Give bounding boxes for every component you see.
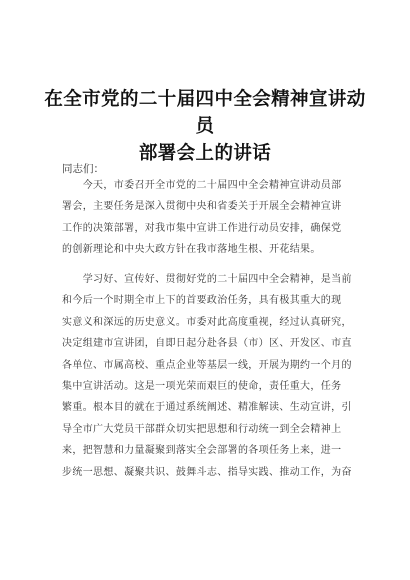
paragraph-line: 今天，市委召开全市党的二十届四中全会精神宣讲动员部 (62, 180, 342, 191)
paragraph-line: 工作的决策部署，对我市集中宣讲工作进行动员安排，确保党 (62, 222, 342, 234)
paragraph-1 (62, 175, 352, 261)
paragraph-line: 繁重。根本目的就在于通过系统阐述、精准解读、生动宣讲，引 (62, 402, 352, 414)
title-line-2: 部署会上的讲话 (138, 143, 272, 164)
paragraph-line: 步统一思想、凝聚共识、鼓舞斗志、指导实践、推动工作，为奋 (62, 466, 352, 478)
paragraph-line: 决定组建市宣讲团，自即日起分赴各县（市）区、开发区、市直 (62, 338, 352, 350)
document-title (40, 86, 370, 167)
paragraph-line: 来，把智慧和力量凝聚到落实全会部署的各项任务上来，进一 (62, 445, 342, 457)
paragraph-line: 实意义和深远的历史意义。市委对此高度重视，经过认真研究， (62, 316, 352, 328)
paragraph-line: 和今后一个时期全市上下的首要政治任务，具有极其重大的现 (62, 295, 342, 307)
paragraph-2 (62, 269, 352, 483)
paragraph-line: 署会，主要任务是深入贯彻中央和省委关于开展全会精神宣讲 (62, 201, 342, 213)
paragraph-line: 的创新理论和中央大政方针在我市落地生根、开花结果。 (62, 244, 321, 256)
paragraph-line: 学习好、宣传好、贯彻好党的二十届四中全会精神，是当前 (62, 274, 352, 285)
paragraph-line: 集中宣讲活动。这是一项光荣而艰巨的使命，责任重大，任务 (62, 380, 342, 392)
paragraph-line: 各单位、市属高校、重点企业等基层一线，开展为期约一个月的 (62, 359, 352, 371)
title-line-1: 在全市党的二十届四中全会精神宣讲动员 (44, 89, 366, 137)
paragraph-line: 导全市广大党员干部群众切实把思想和行动统一到全会精神上 (62, 423, 342, 435)
salutation: 同志们： (62, 163, 104, 175)
